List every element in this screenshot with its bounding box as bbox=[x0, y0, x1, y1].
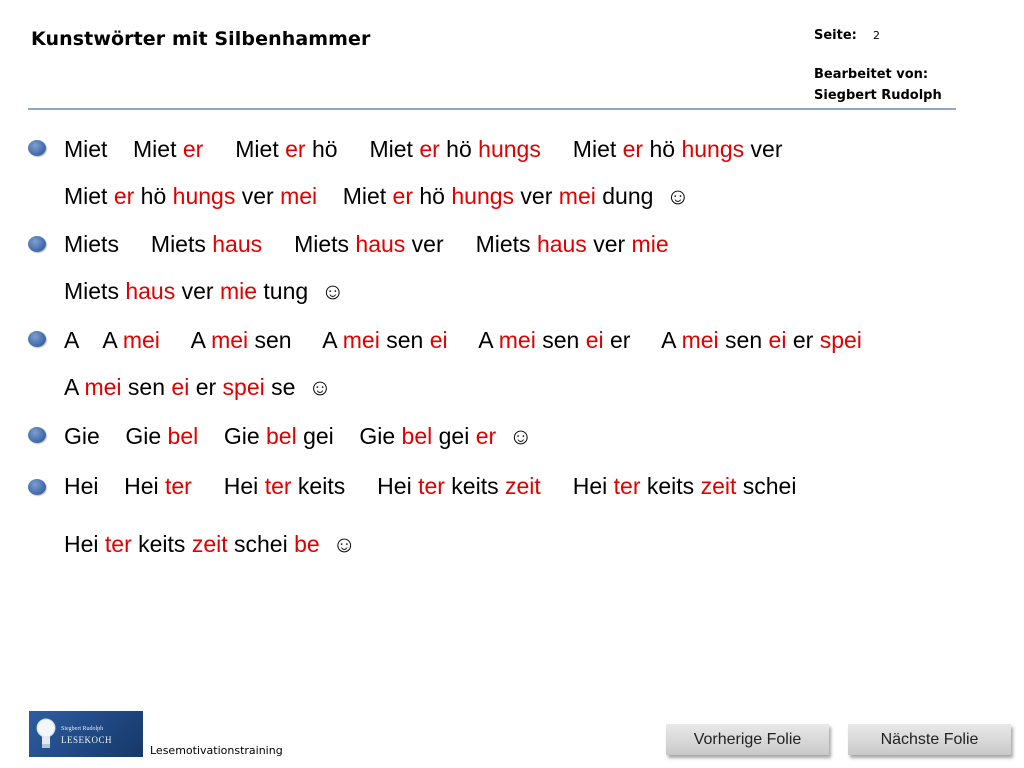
syllable: er bbox=[189, 374, 223, 400]
syllable: keits bbox=[444, 473, 505, 499]
syllable: Miet bbox=[64, 136, 108, 162]
syllable bbox=[198, 423, 224, 449]
syllable: sen bbox=[718, 327, 769, 353]
syllable-highlight: mei bbox=[211, 327, 249, 353]
exercise-line bbox=[64, 421, 532, 451]
logo-author-text: Siegbert Rudolph bbox=[61, 726, 104, 732]
syllable-highlight: hungs bbox=[681, 136, 745, 162]
syllable-highlight: ei bbox=[429, 327, 448, 353]
syllable: ver bbox=[175, 278, 220, 304]
syllable: schei bbox=[736, 473, 797, 499]
syllable: Miet bbox=[369, 136, 413, 162]
syllable: ver bbox=[235, 183, 281, 209]
bullet-icon bbox=[28, 479, 46, 495]
exercise-line bbox=[64, 134, 782, 164]
lightbulb-icon bbox=[35, 717, 57, 751]
bullet-icon bbox=[28, 236, 46, 252]
lesekoch-logo bbox=[29, 711, 143, 757]
syllable: Hei bbox=[124, 473, 159, 499]
syllable: sen bbox=[379, 327, 430, 353]
syllable bbox=[99, 473, 125, 499]
next-slide-button[interactable]: Nächste Folie bbox=[848, 724, 1011, 755]
exercise-line bbox=[64, 529, 356, 559]
bullet-icon bbox=[28, 140, 46, 156]
syllable bbox=[160, 327, 191, 353]
syllable: A bbox=[190, 327, 212, 353]
syllable-highlight: er bbox=[475, 423, 497, 449]
syllable: Miets bbox=[475, 231, 531, 257]
syllable-highlight: zeit bbox=[700, 473, 737, 499]
syllable bbox=[334, 423, 360, 449]
exercise-line bbox=[64, 181, 690, 211]
syllable: Gie bbox=[223, 423, 260, 449]
syllable bbox=[541, 136, 573, 162]
logo-brand-text: LESEKOCH bbox=[61, 735, 112, 745]
syllable-highlight: haus bbox=[125, 278, 176, 304]
syllable: keits bbox=[291, 473, 346, 499]
syllable-highlight: mei bbox=[498, 327, 536, 353]
syllable bbox=[107, 136, 133, 162]
syllable bbox=[78, 327, 102, 353]
syllable: Gie bbox=[359, 423, 396, 449]
syllable: er bbox=[786, 327, 820, 353]
previous-slide-button[interactable]: Vorherige Folie bbox=[666, 724, 829, 755]
syllable-highlight: er bbox=[182, 136, 204, 162]
edited-by-name: Siegbert Rudolph bbox=[814, 88, 942, 103]
syllable: hö bbox=[305, 136, 338, 162]
syllable: Gie bbox=[125, 423, 162, 449]
syllable-highlight: ei bbox=[171, 374, 190, 400]
syllable: Hei bbox=[64, 531, 99, 557]
header-divider bbox=[28, 108, 956, 110]
syllable: Hei bbox=[64, 473, 99, 499]
syllable-highlight: er bbox=[622, 136, 644, 162]
syllable-highlight: spei bbox=[222, 374, 265, 400]
bullet-icon bbox=[28, 331, 46, 347]
syllable: schei bbox=[227, 531, 295, 557]
syllable: dung ☺ bbox=[595, 183, 690, 209]
syllable-highlight: zeit bbox=[505, 473, 541, 499]
syllable: ☺ bbox=[496, 423, 533, 449]
syllable-highlight: bel bbox=[266, 423, 297, 449]
syllable: Miets bbox=[294, 231, 350, 257]
syllable: Miets bbox=[150, 231, 206, 257]
syllable bbox=[317, 183, 343, 209]
syllable: ver bbox=[514, 183, 559, 209]
syllable: sen bbox=[121, 374, 172, 400]
syllable: Miets bbox=[64, 278, 119, 304]
syllable-highlight: ei bbox=[768, 327, 787, 353]
syllable-highlight: hungs bbox=[172, 183, 236, 209]
syllable: Miet bbox=[342, 183, 387, 209]
syllable-highlight: mei bbox=[342, 327, 380, 353]
exercise-line bbox=[64, 276, 344, 306]
syllable-highlight: hungs bbox=[478, 136, 541, 162]
syllable: Miet bbox=[572, 136, 617, 162]
syllable bbox=[338, 136, 370, 162]
syllable: keits bbox=[131, 531, 192, 557]
syllable: ver bbox=[405, 231, 444, 257]
syllable: A bbox=[322, 327, 343, 353]
syllable bbox=[100, 423, 126, 449]
syllable: ver bbox=[586, 231, 632, 257]
syllable bbox=[192, 473, 224, 499]
syllable: hö bbox=[643, 136, 682, 162]
syllable-highlight: spei bbox=[819, 327, 862, 353]
syllable: Hei bbox=[572, 473, 608, 499]
syllable: A bbox=[64, 327, 79, 353]
syllable-highlight: bel bbox=[167, 423, 199, 449]
syllable-highlight: er bbox=[285, 136, 306, 162]
syllable: Miet bbox=[133, 136, 177, 162]
syllable: se ☺ bbox=[264, 374, 332, 400]
syllable: Miet bbox=[235, 136, 279, 162]
syllable-highlight: zeit bbox=[191, 531, 228, 557]
edited-by-label: Bearbeitet von: bbox=[814, 67, 929, 82]
syllable-highlight: mei bbox=[280, 183, 318, 209]
syllable-highlight: er bbox=[419, 136, 440, 162]
page-label: Seite: bbox=[814, 28, 857, 43]
syllable-highlight: haus bbox=[536, 231, 587, 257]
syllable bbox=[262, 231, 294, 257]
syllable-highlight: mei bbox=[558, 183, 596, 209]
syllable: gei bbox=[432, 423, 476, 449]
syllable-highlight: bel bbox=[401, 423, 433, 449]
syllable-highlight: mei bbox=[122, 327, 160, 353]
page-title: Kunstwörter mit Silbenhammer bbox=[31, 28, 371, 50]
bullet-icon bbox=[28, 427, 46, 443]
syllable bbox=[203, 136, 235, 162]
syllable: Miets bbox=[64, 231, 119, 257]
exercise-line bbox=[64, 229, 669, 259]
syllable bbox=[292, 327, 323, 353]
syllable-highlight: hungs bbox=[451, 183, 515, 209]
syllable: ☺ bbox=[319, 531, 356, 557]
syllable-highlight: be bbox=[294, 531, 320, 557]
syllable: hö bbox=[134, 183, 173, 209]
syllable bbox=[448, 327, 479, 353]
syllable-highlight: ter bbox=[104, 531, 132, 557]
syllable: A bbox=[478, 327, 499, 353]
exercise-line bbox=[64, 372, 332, 402]
syllable-highlight: mei bbox=[84, 374, 122, 400]
syllable: er bbox=[603, 327, 631, 353]
syllable: A bbox=[661, 327, 682, 353]
page-number: 2 bbox=[873, 29, 880, 42]
syllable-highlight: ter bbox=[613, 473, 641, 499]
syllable: tung ☺ bbox=[257, 278, 345, 304]
footer-label: Lesemotivationstraining bbox=[150, 744, 283, 757]
syllable: A bbox=[102, 327, 123, 353]
syllable-highlight: ter bbox=[418, 473, 445, 499]
syllable: Hei bbox=[377, 473, 412, 499]
syllable-highlight: mie bbox=[219, 278, 258, 304]
syllable bbox=[630, 327, 661, 353]
syllable-highlight: ter bbox=[164, 473, 192, 499]
syllable: gei bbox=[296, 423, 334, 449]
exercise-line bbox=[64, 471, 796, 501]
syllable-highlight: mei bbox=[681, 327, 719, 353]
syllable: A bbox=[64, 374, 85, 400]
syllable: hö bbox=[413, 183, 452, 209]
syllable-highlight: ter bbox=[264, 473, 292, 499]
syllable-highlight: er bbox=[392, 183, 413, 209]
syllable: ver bbox=[744, 136, 783, 162]
syllable bbox=[345, 473, 377, 499]
syllable: hö bbox=[439, 136, 479, 162]
exercise-line bbox=[64, 325, 862, 355]
syllable: Miet bbox=[64, 183, 108, 209]
syllable-highlight: haus bbox=[212, 231, 263, 257]
syllable-highlight: er bbox=[113, 183, 135, 209]
syllable: Hei bbox=[223, 473, 259, 499]
syllable: sen bbox=[248, 327, 292, 353]
syllable-highlight: ei bbox=[585, 327, 604, 353]
syllable bbox=[541, 473, 573, 499]
syllable-highlight: mie bbox=[631, 231, 669, 257]
syllable: Gie bbox=[64, 423, 100, 449]
syllable: sen bbox=[535, 327, 586, 353]
syllable bbox=[119, 231, 151, 257]
syllable bbox=[444, 231, 476, 257]
syllable: keits bbox=[640, 473, 701, 499]
syllable-highlight: haus bbox=[355, 231, 406, 257]
